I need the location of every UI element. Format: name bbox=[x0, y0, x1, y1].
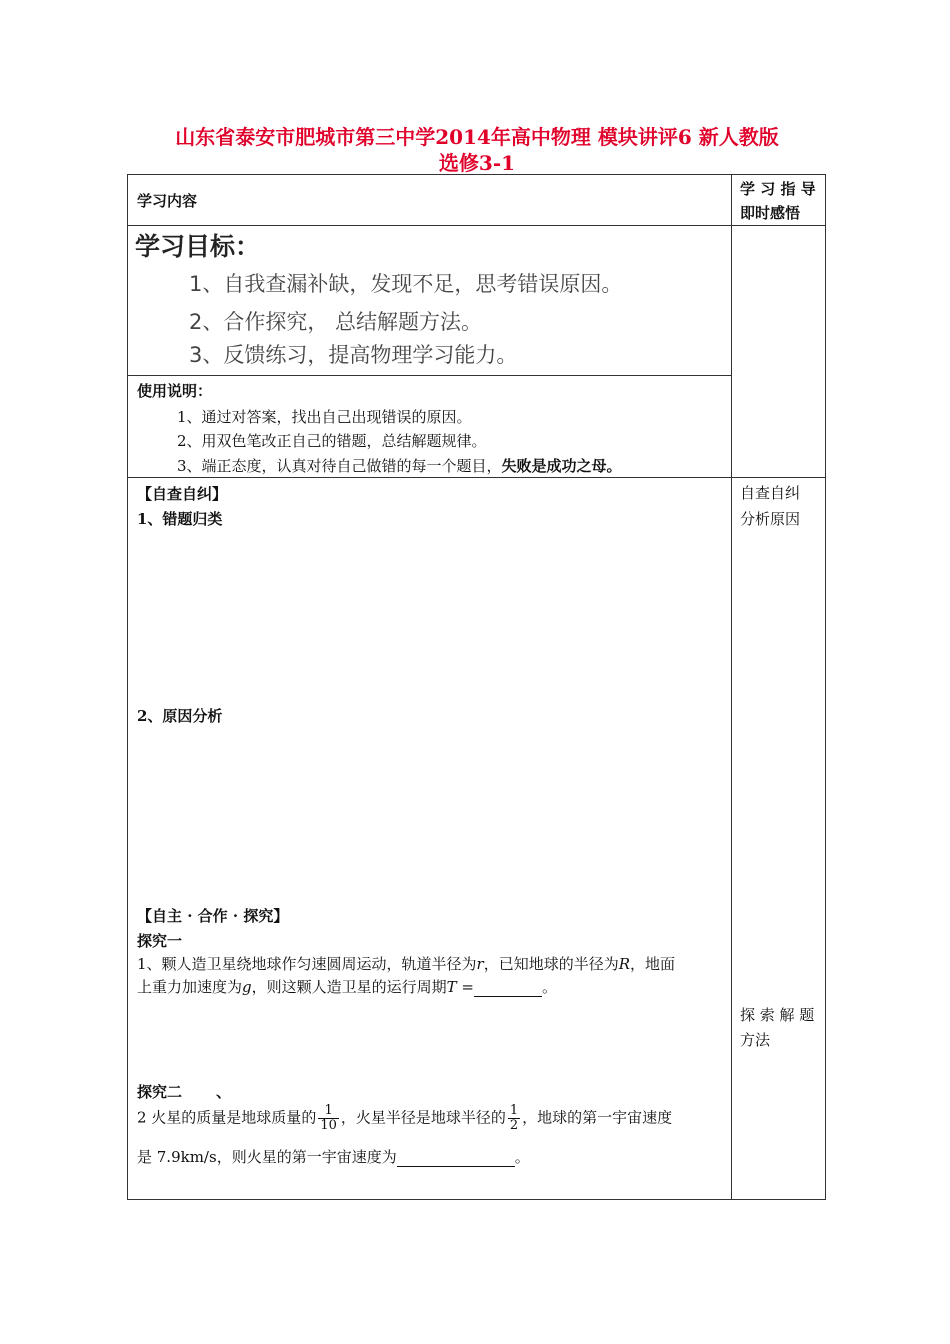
instruction-item-2: 2、用双色笔改正自己的错题，总结解题规律。 bbox=[177, 432, 487, 450]
goals-heading: 学习目标： bbox=[135, 232, 261, 261]
document-title bbox=[127, 124, 827, 176]
header-guidance-line2: 即时感悟 bbox=[740, 204, 801, 222]
explore-part-2-mark: 、 bbox=[216, 1083, 232, 1101]
question-2-text-c: ，地球的第一宇宙速度 bbox=[522, 1108, 673, 1127]
instructions-heading: 使用说明： bbox=[137, 382, 213, 400]
table-row-divider-goals bbox=[127, 375, 731, 376]
question-1-line-2 bbox=[137, 976, 557, 997]
question-1-text-b: ，已知地球的半径为 bbox=[483, 955, 619, 973]
goal-item-2: 2、合作探究， 总结解题方法。 bbox=[189, 310, 483, 334]
question-1-text-d: 上重力加速度为 bbox=[137, 978, 243, 996]
table-column-divider bbox=[731, 174, 732, 1200]
fraction-2-denominator: 2 bbox=[509, 1118, 519, 1133]
goal-item-3: 3、反馈练习，提高物理学习能力。 bbox=[189, 343, 518, 367]
side-note-self-check-line1: 自查自纠 bbox=[740, 484, 801, 502]
question-1-equals: = bbox=[456, 978, 474, 996]
table-border-right bbox=[825, 174, 826, 1200]
question-1-text-c: ，地面 bbox=[630, 955, 676, 973]
variable-r: r bbox=[476, 955, 484, 973]
question-2-text-b: ，火星半径是地球半径的 bbox=[340, 1108, 506, 1127]
explore-part-1-title: 探究一 bbox=[137, 932, 183, 950]
instruction-item-3 bbox=[177, 455, 622, 476]
self-check-error-classification: 1、错题归类 bbox=[137, 510, 223, 528]
instruction-item-3-emphasis: 失败是成功之母。 bbox=[501, 457, 622, 475]
question-2-line-2 bbox=[137, 1146, 530, 1167]
title-line-2: 选修3-1 bbox=[438, 151, 516, 175]
question-2-period: 。 bbox=[514, 1148, 530, 1166]
explore-part-2-title bbox=[137, 1081, 231, 1102]
fraction-one-half bbox=[508, 1104, 520, 1133]
question-1-answer-blank[interactable] bbox=[474, 978, 542, 997]
study-table bbox=[127, 174, 826, 1200]
table-border-left bbox=[127, 174, 128, 1200]
question-2-text-d: 是 7.9km/s，则火星的第一宇宙速度为 bbox=[137, 1148, 397, 1166]
fraction-1-numerator: 1 bbox=[318, 1104, 339, 1119]
header-study-content: 学习内容 bbox=[137, 192, 198, 210]
fraction-1-denominator: 10 bbox=[320, 1118, 337, 1133]
question-1-text-a: 1、颗人造卫星绕地球作匀速圆周运动，轨道半径为 bbox=[137, 955, 477, 973]
question-2-text-a: 2 火星的质量是地球质量的 bbox=[137, 1108, 317, 1127]
title-line-1: 山东省泰安市肥城市第三中学2014年高中物理 模块讲评6 新人教版 bbox=[175, 125, 779, 149]
instruction-item-3-text: 3、端正态度，认真对待自己做错的每一个题目， bbox=[177, 457, 502, 475]
self-check-cause-analysis: 2、原因分析 bbox=[137, 707, 223, 725]
question-2-answer-blank[interactable] bbox=[397, 1148, 515, 1167]
fraction-one-tenth bbox=[318, 1104, 339, 1133]
table-row-divider-instructions bbox=[127, 477, 826, 478]
variable-R: R bbox=[618, 955, 631, 973]
fraction-2-numerator: 1 bbox=[509, 1103, 519, 1118]
side-note-explore-line1: 探 索 解 题 bbox=[740, 1006, 815, 1024]
question-1-period: 。 bbox=[542, 978, 558, 996]
side-note-explore-line2: 方法 bbox=[740, 1031, 771, 1049]
question-2-line-1 bbox=[137, 1104, 672, 1133]
question-1-text-e: ，则这颗人造卫星的运行周期 bbox=[251, 978, 447, 996]
header-guidance-line1: 学 习 指 导 bbox=[740, 180, 816, 198]
explore-part-2-label: 探究二 bbox=[137, 1083, 183, 1101]
table-border-bottom bbox=[127, 1199, 826, 1200]
side-note-self-check-line2: 分析原因 bbox=[740, 510, 801, 528]
instruction-item-1: 1、通过对答案，找出自己出现错误的原因。 bbox=[177, 408, 472, 426]
variable-g: g bbox=[242, 978, 252, 996]
table-border-top bbox=[127, 174, 826, 175]
explore-heading: 【自主 · 合作 · 探究】 bbox=[137, 907, 289, 925]
variable-T: T bbox=[446, 978, 457, 996]
question-1-line-1 bbox=[137, 953, 675, 974]
goal-item-1: 1、自我查漏补缺，发现不足，思考错误原因。 bbox=[189, 272, 623, 296]
self-check-heading: 【自查自纠】 bbox=[137, 485, 228, 503]
table-row-divider-header bbox=[127, 225, 826, 226]
